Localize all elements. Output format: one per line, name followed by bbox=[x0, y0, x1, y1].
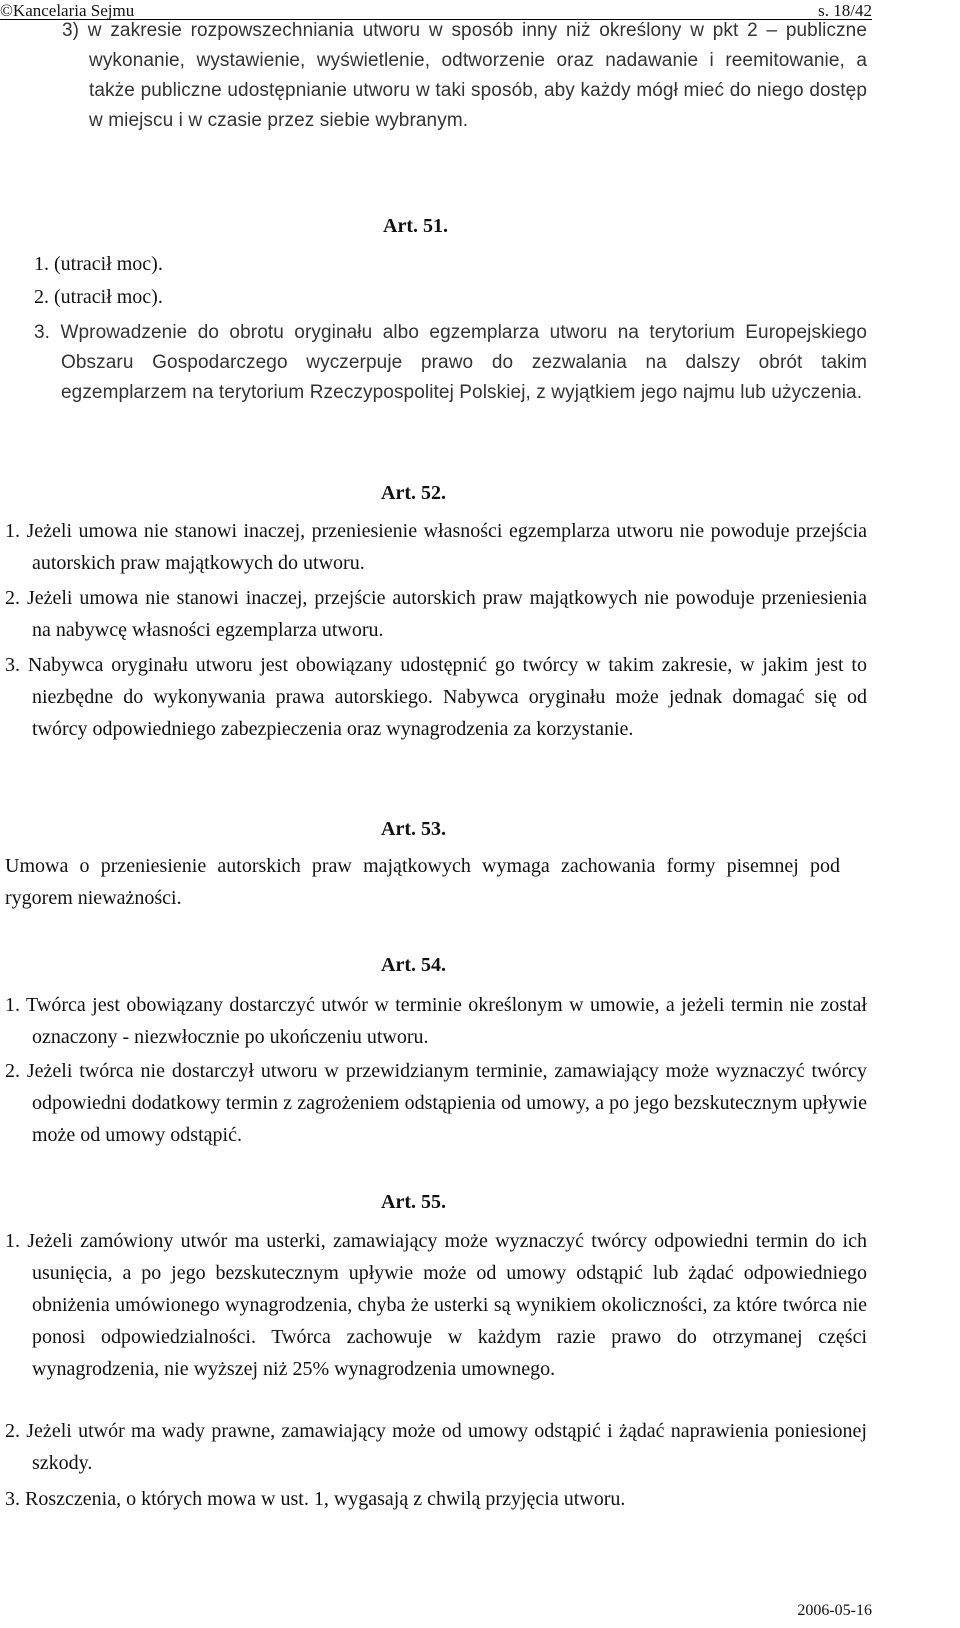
header-publisher: ©Kancelaria Sejmu bbox=[0, 1, 135, 20]
art55-title: Art. 55. bbox=[381, 1191, 446, 1213]
art55-para-3: 3. Roszczenia, o których mowa w ust. 1, wygasają z chwilą przyjęcia utworu. bbox=[5, 1488, 626, 1510]
art50-item-3: 3) w zakresie rozpowszechniania utworu w sposób inny niż określony w pkt 2 – publiczne wykonanie, wystawienie, wyświetlenie, odtworzenie oraz nadawanie i reemitowanie, a także publiczne udostępnianie utworu w taki sposób, aby każdy mógł mieć do niego dostęp w miejscu i w czasie przez siebie wybranym. bbox=[62, 20, 867, 131]
art52-para-1: 1. Jeżeli umowa nie stanowi inaczej, przeniesienie własności egzemplarza utworu nie powoduje przejścia autorskich praw majątkowych do utworu. bbox=[5, 520, 867, 574]
art54-para-2: 2. Jeżeli twórca nie dostarczył utworu w przewidzianym terminie, zamawiający może wyznaczyć twórcy odpowiedni dodatkowy termin z zagrożeniem odstąpienia od umowy, a po jego bezskutecznym upływie może od umowy odstąpić. bbox=[5, 1060, 867, 1146]
art51-title: Art. 51. bbox=[383, 215, 448, 237]
art53-para-1: Umowa o przeniesienie autorskich praw majątkowych wymaga zachowania formy pisemnej pod rygorem nieważności. bbox=[5, 855, 840, 909]
art51-para-3: 3. Wprowadzenie do obrotu oryginału albo egzemplarza utworu na terytorium Europejskiego Obszaru Gospodarczego wyczerpuje prawo do zezwalania na dalszy obrót takim egzemplarzem na terytorium Rzeczypospolitej Polskiej, z wyjątkiem jego najmu lub użyczenia. bbox=[34, 322, 867, 403]
art51-para-1: 1. (utracił moc). bbox=[34, 253, 163, 275]
art52-para-2: 2. Jeżeli umowa nie stanowi inaczej, przejście autorskich praw majątkowych nie powoduje przeniesienia na nabywcę własności egzemplarza utworu. bbox=[5, 587, 867, 641]
art52-para-3: 3. Nabywca oryginału utworu jest obowiązany udostępnić go twórcy w takim zakresie, w jakim jest to niezbędne do wykonywania prawa autorskiego. Nabywca oryginału może jednak domagać się od twórcy odpowiedniego zabezpieczenia oraz wynagrodzenia za korzystanie. bbox=[5, 654, 867, 740]
header-page-number: s. 18/42 bbox=[818, 1, 872, 20]
art55-para-1: 1. Jeżeli zamówiony utwór ma usterki, zamawiający może wyznaczyć twórcy odpowiedni termin do ich usunięcia, a po jego bezskutecznym upływie może od umowy odstąpić lub żądać odpowiedniego obniżenia umówionego wynagrodzenia, chyba że usterki są wynikiem okoliczności, za które twórca nie ponosi odpowiedzialności. Twórca zachowuje w każdym razie prawo do otrzymanej części wynagrodzenia, nie wyższej niż 25% wynagrodzenia umownego. bbox=[5, 1230, 867, 1380]
art51-para-2: 2. (utracił moc). bbox=[34, 286, 163, 308]
art55-para-2: 2. Jeżeli utwór ma wady prawne, zamawiający może od umowy odstąpić i żądać naprawienia poniesionej szkody. bbox=[5, 1420, 867, 1474]
art52-title: Art. 52. bbox=[381, 482, 446, 504]
art54-para-1: 1. Twórca jest obowiązany dostarczyć utwór w terminie określonym w umowie, a jeżeli termin nie został oznaczony - niezwłocznie po ukończeniu utworu. bbox=[5, 994, 867, 1048]
art53-title: Art. 53. bbox=[381, 818, 446, 840]
footer-date: 2006-05-16 bbox=[797, 1602, 872, 1619]
art54-title: Art. 54. bbox=[381, 954, 446, 976]
